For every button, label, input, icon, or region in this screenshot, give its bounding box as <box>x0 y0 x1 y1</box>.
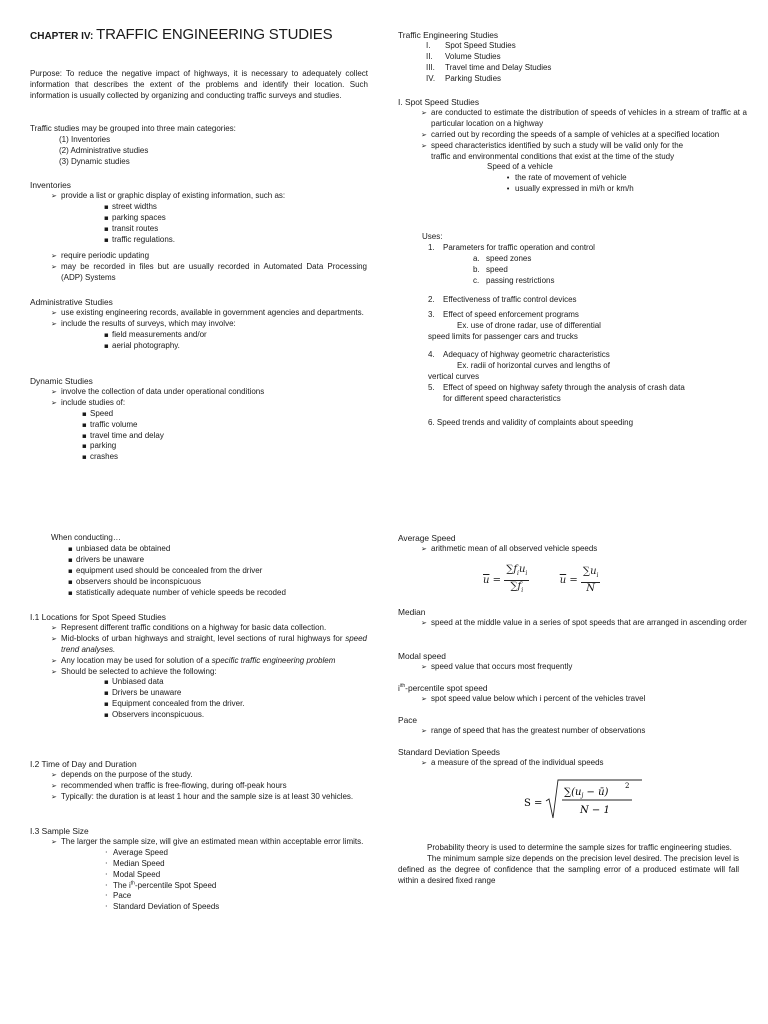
pace-section <box>398 715 743 737</box>
std-dev-title: Standard Deviation Speeds <box>398 747 500 757</box>
locations-bullet-emphasis: speed trend analyses. <box>61 633 367 654</box>
modal-title: Modal speed <box>398 651 446 661</box>
use-subitem <box>473 254 743 265</box>
std-dev-formula <box>522 776 642 824</box>
modal-section <box>398 651 743 673</box>
use-example: Ex. use of drone radar, use of differential <box>457 321 601 331</box>
median-section <box>398 607 747 629</box>
inventory-item: ▪ transit routes <box>104 224 368 235</box>
dynamic-bullet: ➢ include studies of: <box>51 398 368 409</box>
spot-speed-section <box>398 97 747 195</box>
formula-numerator: $\sum u_i$ <box>582 566 599 579</box>
studies-item-text: Volume Studies <box>445 51 501 61</box>
use-subitem <box>473 276 743 287</box>
use-item <box>428 350 743 361</box>
ith-percentile-title-text: -percentile spot speed <box>405 683 488 693</box>
dynamic-item: ▪ traffic volume <box>82 420 368 431</box>
average-speed-bullet: ➢ arithmetic mean of all observed vehicle speeds <box>421 544 743 555</box>
use-subitem-letter: b. <box>473 264 480 274</box>
formula-s: S = <box>524 798 543 809</box>
use-text: Effectiveness of traffic control devices <box>443 294 577 304</box>
purpose-text: Purpose: To reduce the negative impact of highways, it is necessary to adequately collect information that describes the extent of the problems and identify their location. Such information is usually collected by organizing and conducting traffic surveys and studies. <box>30 69 368 100</box>
median-title: Median <box>398 607 426 617</box>
use-text: Adequacy of highway geometric characteristics <box>443 350 610 360</box>
locations-item: ▪ Equipment concealed from the driver. <box>104 699 368 710</box>
formula-denominator: N − 1 <box>580 805 610 816</box>
locations-bullet-emphasis: specific traffic engineering problem <box>211 655 336 665</box>
speed-item: • the rate of movement of vehicle <box>506 173 743 184</box>
use-number: 1. <box>428 242 435 252</box>
uses-section <box>398 232 743 429</box>
sample-size-item: · Modal Speed <box>104 870 368 881</box>
conducting-item: ▪ statistically adequate number of vehicle speeds be recoded <box>68 588 368 599</box>
sample-size-item-text: -percentile Spot Speed <box>134 880 217 890</box>
sample-size-item: · Average Speed <box>104 848 368 859</box>
average-speed-section <box>398 533 743 555</box>
studies-item-number: IV. <box>426 73 436 83</box>
use-example: vertical curves <box>428 371 480 381</box>
spot-speed-bullet: ➢ are conducted to estimate the distribution of speeds of vehicles in a stream of traffic at a particular location on a highway <box>421 108 747 130</box>
locations-bullet: ➢ Should be selected to achieve the following: <box>51 667 368 678</box>
median-bullet: ➢ speed at the middle value in a series of spot speeds that are arranged in ascending order <box>421 618 747 629</box>
use-number: 5. <box>428 382 435 392</box>
purpose-paragraph <box>30 69 368 102</box>
formula-u-bar: $\overline{u}$ <box>483 575 490 586</box>
spot-speed-bullet: ➢ speed characteristics identified by such a study will be valid only for the <box>421 141 743 152</box>
ith-percentile-title: $i^{ith}$-percentile spot speed <box>398 683 488 693</box>
std-dev-section <box>398 747 743 769</box>
time-bullet: ➢ depends on the purpose of the study. <box>51 770 368 781</box>
probability-section <box>398 843 739 887</box>
std-dev-formula-svg <box>522 776 642 824</box>
inventory-item: ▪ traffic regulations. <box>104 235 368 246</box>
category-item: (2) Administrative studies <box>59 145 149 155</box>
conducting-item: ▪ drivers be unaware <box>68 555 368 566</box>
dynamic-item: ▪ parking <box>82 441 368 452</box>
administrative-title: Administrative Studies <box>30 297 113 307</box>
formula-equals: = <box>566 575 581 586</box>
studies-list <box>398 30 743 85</box>
formula-denominator: $\sum f_i$ <box>504 580 529 597</box>
formula-denominator: N <box>581 582 601 595</box>
use-text: Effect of speed enforcement programs <box>443 310 579 320</box>
formula-numerator: $\sum(u_j$ − ū) <box>564 787 609 799</box>
sample-size-item: · Pace <box>104 891 368 902</box>
locations-bullet: ➢ Represent different traffic conditions on a highway for basic data collection. <box>51 623 367 634</box>
pace-bullet: ➢ range of speed that has the greatest number of observations <box>421 726 743 737</box>
use-subitem <box>473 265 743 276</box>
dynamic-title: Dynamic Studies <box>30 376 93 386</box>
dynamic-bullet: ➢ involve the collection of data under operational conditions <box>51 387 368 398</box>
formula-equals: = <box>489 575 505 586</box>
conducting-item: ▪ unbiased data be obtained <box>68 544 368 555</box>
use-subitem-text: passing restrictions <box>486 275 555 285</box>
use-text: Parameters for traffic operation and control <box>443 242 595 252</box>
sample-size-section <box>30 826 368 913</box>
sample-size-item-text: The i <box>113 880 131 890</box>
studies-item-number: I. <box>426 40 431 50</box>
use-text-cont: for different speed characteristics <box>443 393 561 403</box>
uses-title: Uses: <box>422 232 443 241</box>
time-section <box>30 759 368 803</box>
locations-item: ▪ Drivers be unaware <box>104 688 368 699</box>
use-number: 2. <box>428 294 435 304</box>
dynamic-item: ▪ Speed <box>82 409 368 420</box>
inventories-bullet: ➢ may be recorded in files but are usually recorded in Automated Data Processing (ADP) Systems <box>51 262 367 284</box>
locations-item: ▪ Observers inconspicuous. <box>104 710 368 721</box>
administrative-bullet: ➢ include the results of surveys, which may involve: <box>51 319 368 330</box>
spot-speed-bullet: ➢ carried out by recording the speeds of a sample of vehicles at a specified location <box>421 130 747 141</box>
ith-percentile-sup: ith <box>399 683 406 690</box>
locations-bullet-text: Mid-blocks of urban highways and straight, level sections of rural highways for <box>61 633 346 643</box>
ith-percentile-section <box>398 683 743 705</box>
locations-section <box>30 612 368 721</box>
chapter-title: TRAFFIC ENGINEERING STUDIES <box>96 26 333 43</box>
dynamic-item: ▪ travel time and delay <box>82 431 368 442</box>
dynamic-section <box>30 376 368 463</box>
chapter-heading <box>30 26 370 43</box>
inventory-item: ▪ street widths <box>104 202 368 213</box>
formula-exponent: 2 <box>625 782 630 790</box>
studies-item <box>426 63 743 74</box>
formula-fraction <box>504 564 529 597</box>
ith-percentile-bullet: ➢ spot speed value below which i percent of the vehicles travel <box>421 694 743 705</box>
sample-size-bullet: ➢ The larger the sample size, will give an estimated mean within acceptable error limits. <box>51 837 367 848</box>
inventory-item: ▪ parking spaces <box>104 213 368 224</box>
inventories-section <box>30 180 368 284</box>
formula-numerator: $\sum f_iu_i$ <box>506 564 528 577</box>
use-subitem-letter: a. <box>473 253 480 263</box>
conducting-item: ▪ equipment used should be concealed from the driver <box>68 566 368 577</box>
locations-bullet <box>51 634 367 656</box>
use-text: Effect of speed on highway safety through the analysis of crash data <box>443 382 685 392</box>
use-item <box>428 295 743 306</box>
category-item: (1) Inventories <box>59 134 111 144</box>
speed-item: • usually expressed in mi/h or km/h <box>506 184 743 195</box>
conducting-title: When conducting… <box>51 533 121 542</box>
speed-of-vehicle: Speed of a vehicle <box>487 162 553 172</box>
inventories-bullet: ➢ provide a list or graphic display of existing information, such as: <box>51 191 368 202</box>
studies-heading: Traffic Engineering Studies <box>398 30 499 40</box>
studies-item <box>426 74 743 85</box>
conducting-section <box>30 533 368 598</box>
studies-item-number: II. <box>426 51 433 61</box>
time-title: I.2 Time of Day and Duration <box>30 759 137 769</box>
std-dev-bullet: ➢ a measure of the spread of the individual speeds <box>421 758 743 769</box>
conducting-item: ▪ observers should be inconspicuous <box>68 577 368 588</box>
use-example: speed limits for passenger cars and trucks <box>428 332 578 342</box>
sample-size-item: · Median Speed <box>104 859 368 870</box>
studies-item-number: III. <box>426 62 435 72</box>
sample-size-item <box>104 881 368 892</box>
sample-size-title: I.3 Sample Size <box>30 826 89 836</box>
administrative-section <box>30 297 368 352</box>
sample-size-item-sup: th <box>130 879 135 886</box>
use-number: 4. <box>428 350 435 360</box>
probability-paragraph: The minimum sample size depends on the precision level desired. The precision level is defined as the degree of confidence that the sampling error of a produced estimate will fall within a desired fixed range <box>398 853 739 885</box>
locations-item: ▪ Unbiased data <box>104 677 368 688</box>
probability-paragraph: Probability theory is used to determine the sample sizes for traffic engineering studies. <box>427 843 732 852</box>
studies-item-text: Travel time and Delay Studies <box>445 62 552 72</box>
studies-item-text: Spot Speed Studies <box>445 40 516 50</box>
spot-speed-bullet-cont: traffic and environmental conditions that exist at the time of the study <box>431 151 675 161</box>
locations-title: I.1 Locations for Spot Speed Studies <box>30 612 166 622</box>
sample-size-item: · Standard Deviation of Speeds <box>104 902 368 913</box>
formula-u-bar: $\overline{u}$ <box>559 575 567 586</box>
use-item <box>428 383 743 394</box>
administrative-item: ▪ aerial photography. <box>104 341 368 352</box>
dynamic-item: ▪ crashes <box>82 452 368 463</box>
inventories-bullet: ➢ require periodic updating <box>51 251 368 262</box>
studies-item-text: Parking Studies <box>445 73 502 83</box>
time-bullet: ➢ Typically: the duration is at least 1 hour and the sample size is at least 30 vehicles. <box>51 792 367 803</box>
chapter-prefix: CHAPTER IV: <box>30 31 97 42</box>
studies-item <box>426 52 743 63</box>
administrative-item: ▪ field measurements and/or <box>104 330 368 341</box>
average-speed-formula <box>483 564 663 597</box>
use-item-6: 6. Speed trends and validity of complaints about speeding <box>428 417 634 427</box>
spot-speed-title: I. Spot Speed Studies <box>398 97 480 107</box>
inventories-title: Inventories <box>30 180 71 190</box>
category-item: (3) Dynamic studies <box>59 156 130 166</box>
use-number: 3. <box>428 310 435 320</box>
studies-item <box>426 41 743 52</box>
pace-title: Pace <box>398 715 418 725</box>
use-item <box>428 310 743 321</box>
use-example: Ex. radii of horizontal curves and lengths of <box>457 361 610 371</box>
use-subitem-letter: c. <box>473 275 480 285</box>
time-bullet: ➢ recommended when traffic is free-flowing, during off-peak hours <box>51 781 368 792</box>
formula-fraction <box>581 566 601 595</box>
categories-block <box>30 124 368 168</box>
modal-bullet: ➢ speed value that occurs most frequently <box>421 662 743 673</box>
administrative-bullet: ➢ use existing engineering records, available in government agencies and departments. <box>51 308 367 319</box>
average-speed-title: Average Speed <box>398 533 456 543</box>
locations-bullet-text: Any location may be used for solution of a <box>61 655 212 665</box>
use-subitem-text: speed <box>486 264 508 274</box>
locations-bullet <box>51 656 367 667</box>
categories-intro: Traffic studies may be grouped into three main categories: <box>30 124 236 133</box>
use-subitem-text: speed zones <box>486 253 532 263</box>
use-item <box>428 243 743 254</box>
